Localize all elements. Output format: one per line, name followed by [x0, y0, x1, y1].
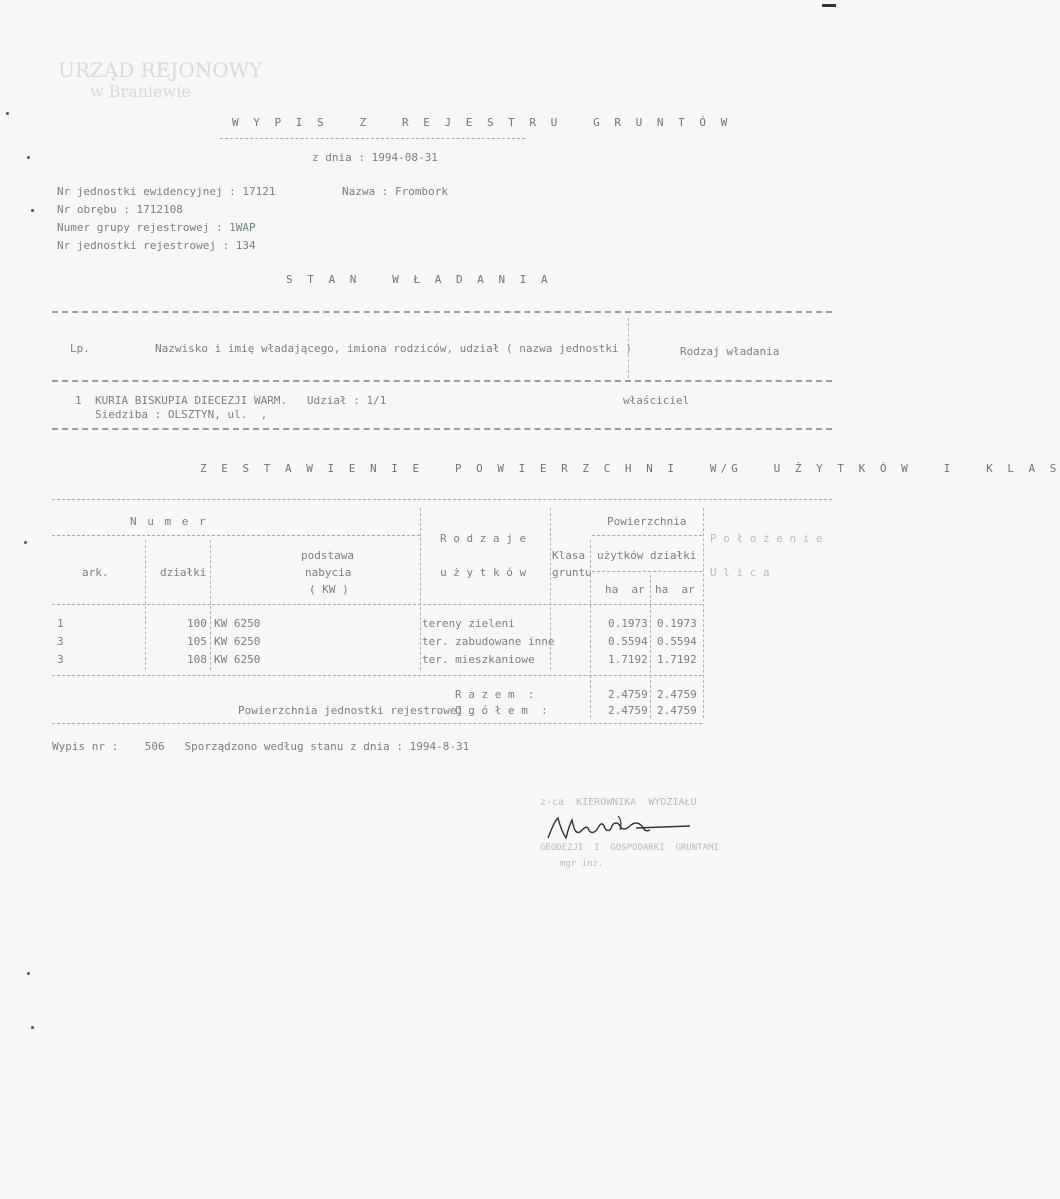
summary-hdr-number: N u m e r	[130, 515, 208, 528]
signature-degree: mgr inż.	[560, 859, 604, 869]
summary-col-divider	[650, 575, 651, 718]
ownership-top-rule	[52, 311, 832, 313]
summary-header-rule	[52, 604, 702, 605]
row-kw: KW 6250	[214, 635, 261, 648]
summary-col-divider	[420, 508, 421, 670]
ownership-col-lp: Lp.	[70, 342, 90, 355]
row-area-use: 1.7192	[608, 653, 648, 666]
scan-mark	[27, 156, 30, 159]
ownership-row-name: KURIA BISKUPIA DIECEZJI WARM. Udział : 1/1	[95, 394, 387, 407]
summary-hdr-types: R o d z a j e	[440, 532, 527, 545]
group-number: Numer grupy rejestrowej : 1WAP	[57, 221, 256, 234]
row-use: tereny zieleni	[422, 617, 515, 630]
row-sheet: 3	[57, 653, 64, 666]
unit-number: Nr jednostki ewidencyjnej : 17121	[57, 185, 276, 198]
row-area-use: 0.1973	[608, 617, 648, 630]
summary-hdr-sheet: ark.	[82, 566, 109, 579]
extract-footer: Wypis nr : 506 Sporządzono według stanu z dnia : 1994-8-31	[52, 740, 470, 753]
summary-hdr-uses: u ż y t k ó w	[440, 566, 527, 579]
row-kw: KW 6250	[214, 653, 261, 666]
row-parcel: 100	[187, 617, 207, 630]
ownership-row-lp: 1	[75, 394, 82, 407]
row-parcel: 108	[187, 653, 207, 666]
scan-mark	[822, 4, 836, 7]
ownership-title: S T A N W Ł A D A N I A	[286, 273, 552, 286]
precinct-number: Nr obrębu : 1712108	[57, 203, 183, 216]
grand-total-label: O g ó ł e m :	[455, 704, 548, 717]
row-use: ter. zabudowane inne	[422, 635, 555, 648]
signature-title: z-ca KIEROWNIKA WYDZIAŁU	[540, 797, 697, 808]
row-area-parcel: 0.5594	[657, 635, 697, 648]
scan-mark	[24, 541, 27, 544]
ownership-col-divider	[628, 318, 629, 378]
summary-hdr-area-rule	[592, 535, 702, 536]
total-area-parcel: 2.4759	[657, 688, 697, 701]
registry-area-label: Powierzchnia jednostki rejestrowej	[238, 704, 464, 717]
summary-col-divider	[590, 540, 591, 718]
scan-mark	[27, 972, 30, 975]
row-sheet: 3	[57, 635, 64, 648]
unit-name: Nazwa : Frombork	[342, 185, 448, 198]
registry-unit-number: Nr jednostki rejestrowej : 134	[57, 239, 256, 252]
office-stamp-line2: w Braniewie	[90, 82, 191, 101]
total-area-use: 2.4759	[608, 688, 648, 701]
row-area-parcel: 0.1973	[657, 617, 697, 630]
ownership-row-address: Siedziba : OLSZTYN, ul. ,	[95, 408, 268, 421]
ownership-col-name: Nazwisko i imię władającego, imiona rodziców, udział ( nazwa jednostki )	[155, 342, 632, 355]
summary-col-divider	[703, 508, 704, 718]
summary-rows-rule	[52, 675, 702, 676]
row-use: ter. mieszkaniowe	[422, 653, 535, 666]
summary-hdr-ha-ar-1: ha ar	[605, 583, 645, 596]
summary-hdr-class: Klasa	[552, 549, 586, 562]
office-stamp-line1: URZĄD REJONOWY	[58, 58, 263, 82]
summary-hdr-street: U l i c a	[710, 566, 770, 579]
scan-mark	[31, 209, 34, 212]
summary-hdr-kw: ( KW )	[309, 583, 349, 596]
summary-hdr-ha-ar-2: ha ar	[655, 583, 695, 596]
summary-hdr-soil: gruntu	[552, 566, 592, 579]
ownership-row-type: właściciel	[623, 394, 690, 407]
document-date: z dnia : 1994-08-31	[312, 151, 438, 164]
row-sheet: 1	[57, 617, 64, 630]
summary-hdr-ha-rule	[592, 571, 702, 572]
scan-mark	[6, 112, 9, 115]
summary-hdr-number-rule	[52, 535, 420, 536]
summary-title: Z E S T A W I E N I E P O W I E R Z C H N I W/G U Ż Y T K Ó W I K L A S	[200, 462, 1060, 475]
signature-department: GEODEZJI I GOSPODARKI GRUNTAMI	[540, 843, 719, 853]
grand-total-area-parcel: 2.4759	[657, 704, 697, 717]
ownership-col-type: Rodzaj władania	[680, 345, 780, 358]
summary-bottom-rule	[52, 723, 702, 724]
summary-hdr-area: Powierzchnia	[607, 515, 687, 528]
scan-mark	[31, 1026, 34, 1029]
summary-hdr-basis: podstawa	[301, 549, 354, 562]
row-area-parcel: 1.7192	[657, 653, 697, 666]
summary-hdr-parcel: działki	[160, 566, 207, 579]
ownership-bottom-rule	[52, 428, 832, 430]
title-underline	[220, 138, 525, 139]
summary-hdr-location: P o ł o ż e n i e	[710, 532, 823, 545]
row-kw: KW 6250	[214, 617, 261, 630]
row-area-use: 0.5594	[608, 635, 648, 648]
summary-col-divider	[210, 540, 211, 670]
row-parcel: 105	[187, 635, 207, 648]
summary-col-divider	[145, 540, 146, 670]
summary-top-rule	[52, 499, 832, 500]
grand-total-area-use: 2.4759	[608, 704, 648, 717]
document-title: W Y P I S Z R E J E S T R U G R U N T Ó W	[232, 116, 732, 129]
ownership-header-rule	[52, 380, 832, 382]
summary-hdr-acquisition: nabycia	[305, 566, 352, 579]
total-label: R a z e m :	[455, 688, 535, 701]
summary-hdr-area-sub: użytków działki	[597, 549, 697, 562]
